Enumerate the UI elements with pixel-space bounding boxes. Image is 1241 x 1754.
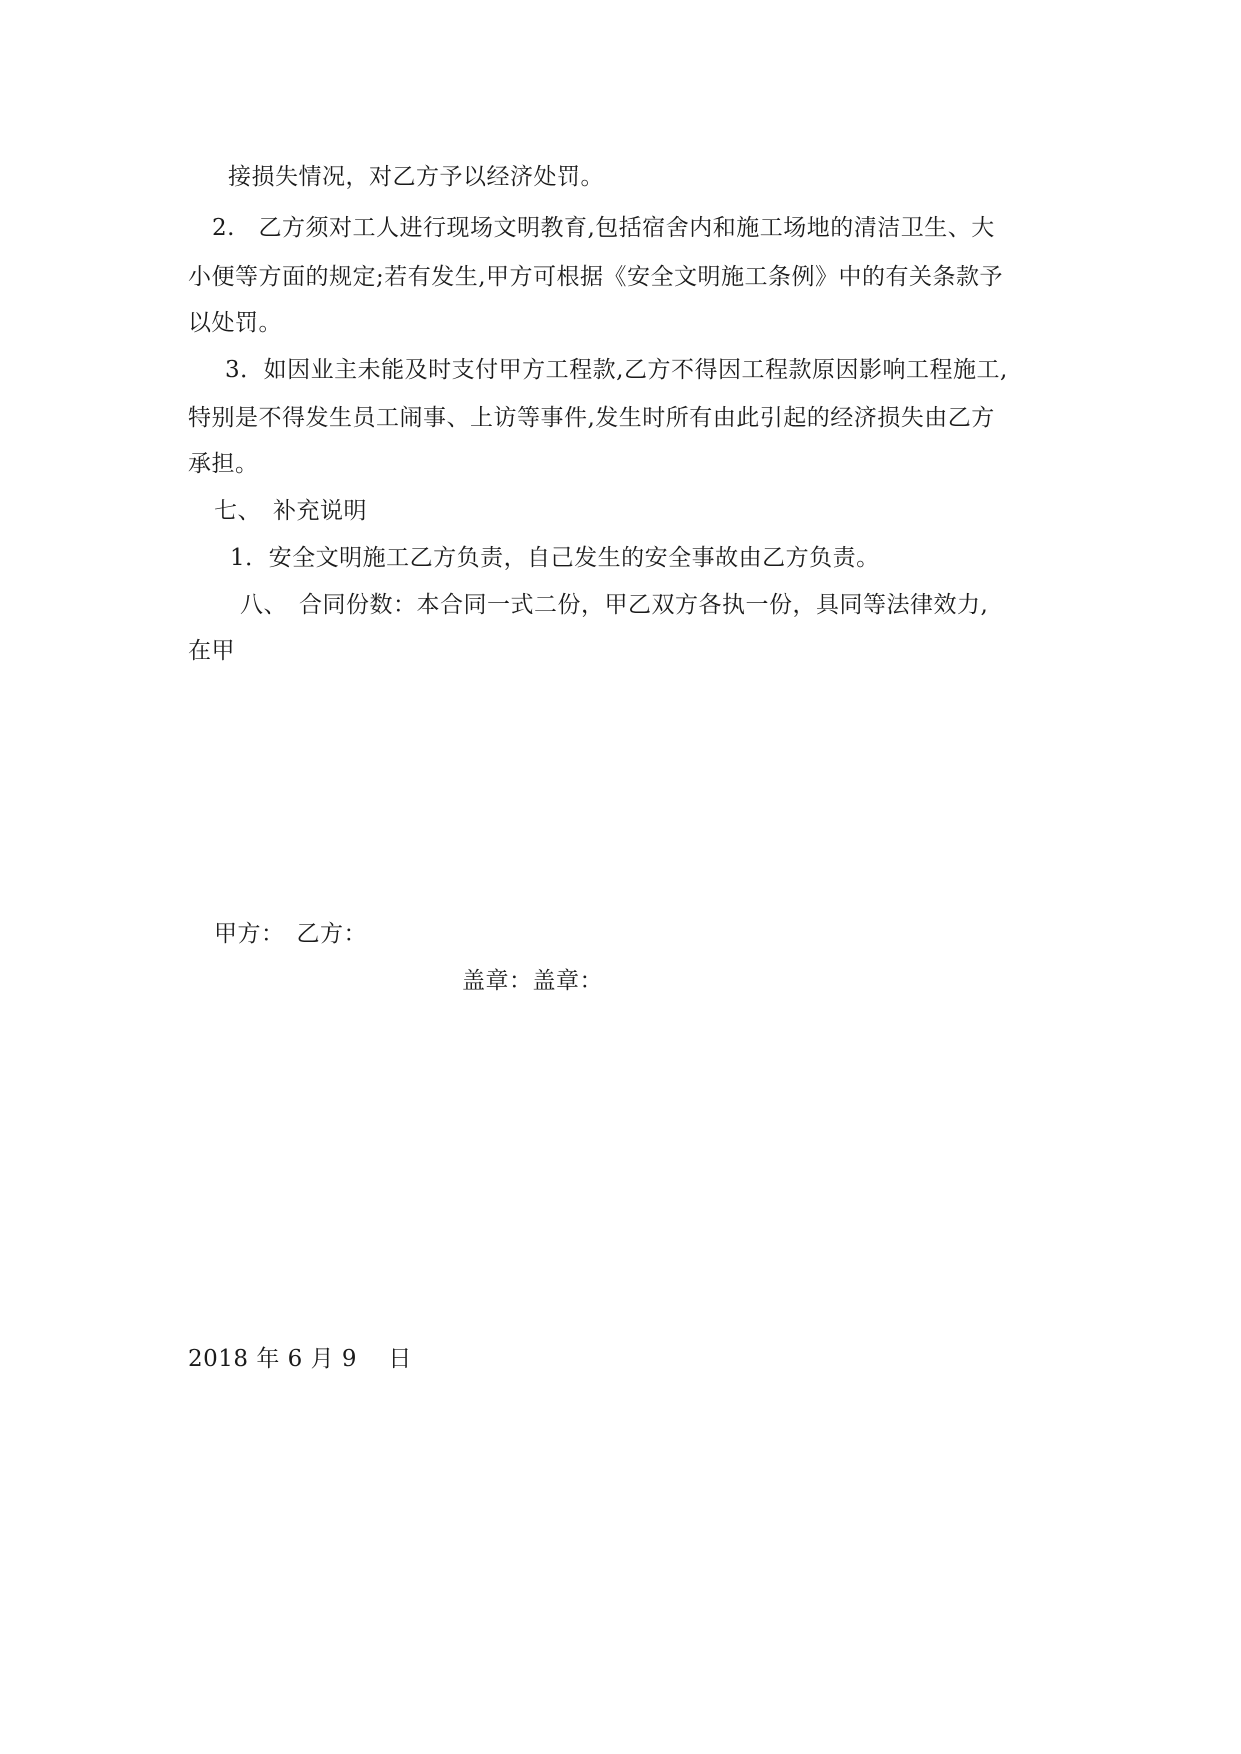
- paragraph-line: 在甲: [188, 638, 235, 664]
- paragraph-line: 小便等方面的规定;若有发生,甲方可根据《安全文明施工条例》中的有关条款予: [188, 264, 1004, 290]
- paragraph-line: 特别是不得发生员工闹事、上访等事件,发生时所有由此引起的经济损失由乙方: [188, 405, 995, 431]
- document-date: 2018 年 6 月 9 日: [188, 1346, 412, 1372]
- signature-seals: 盖章：盖章：: [462, 968, 603, 994]
- paragraph-line: 3．如因业主未能及时支付甲方工程款,乙方不得因工程款原因影响工程施工,: [225, 357, 1008, 383]
- paragraph-line: 以处罚。: [188, 310, 282, 336]
- section-heading: 八、 合同份数：本合同一式二份，甲乙双方各执一份，具同等法律效力,: [240, 592, 989, 618]
- section-heading: 七、 补充说明: [214, 498, 367, 524]
- paragraph-line: 接损失情况，对乙方予以经济处罚。: [228, 164, 604, 190]
- paragraph-line: 1．安全文明施工乙方负责，自己发生的安全事故由乙方负责。: [230, 545, 880, 571]
- paragraph-line: 2. 乙方须对工人进行现场文明教育,包括宿舍内和施工场地的清洁卫生、大: [212, 215, 995, 241]
- signature-parties: 甲方： 乙方：: [214, 921, 367, 947]
- paragraph-line: 承担。: [188, 451, 259, 477]
